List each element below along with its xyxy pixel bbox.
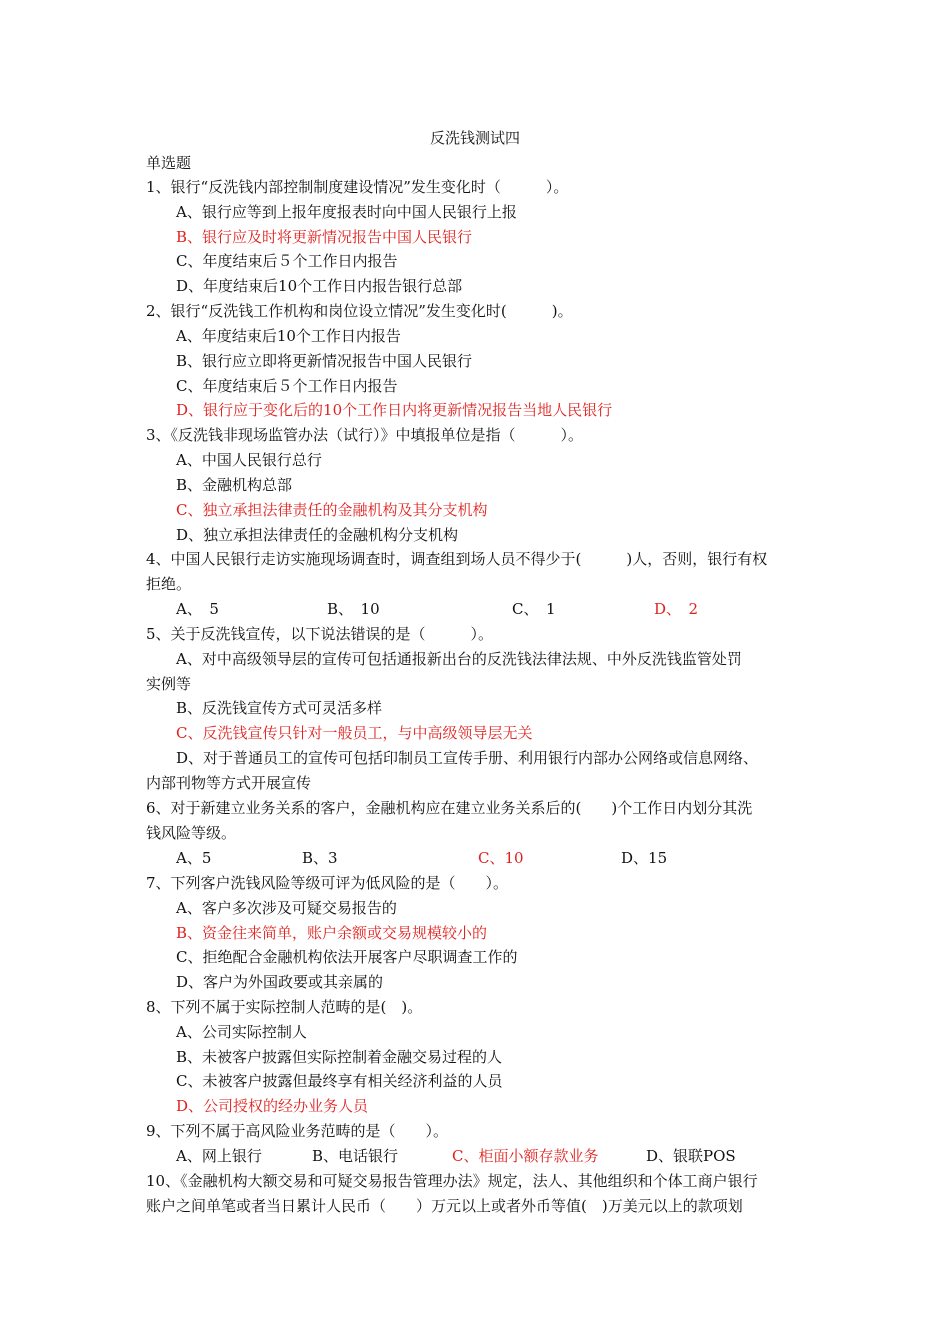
question-3: 3、《反洗钱非现场监管办法（试行）》中填报单位是指（ ）。 bbox=[146, 426, 584, 444]
question-1: 1、银行“反洗钱内部控制制度建设情况”发生变化时（ ）。 bbox=[146, 178, 569, 196]
q4-option-b: B、 10 bbox=[327, 600, 380, 618]
q7-option-a: A、客户多次涉及可疑交易报告的 bbox=[176, 899, 397, 917]
q3-option-c-answer: C、独立承担法律责任的金融机构及其分支机构 bbox=[176, 501, 488, 519]
q4-option-d-answer: D、 2 bbox=[654, 600, 699, 618]
question-6-cont: 钱风险等级。 bbox=[146, 824, 237, 842]
q5-option-b: B、反洗钱宣传方式可灵活多样 bbox=[176, 699, 383, 717]
q9-option-b: B、电话银行 bbox=[312, 1147, 399, 1165]
q2-option-d-answer: D、银行应于变化后的10个工作日内将更新情况报告当地人民银行 bbox=[176, 401, 613, 419]
q6-option-a: A、5 bbox=[176, 849, 212, 867]
q7-option-d: D、客户为外国政要或其亲属的 bbox=[176, 973, 384, 991]
q6-option-b: B、3 bbox=[302, 849, 338, 867]
document-title: 反洗钱测试四 bbox=[429, 129, 520, 147]
question-8: 8、下列不属于实际控制人范畴的是( )。 bbox=[146, 998, 423, 1016]
q9-option-d: D、银联POS bbox=[646, 1147, 736, 1165]
question-4: 4、中国人民银行走访实施现场调查时，调查组到场人员不得少于( )人，否则，银行有权 bbox=[146, 550, 768, 568]
q1-option-a: A、银行应等到上报年度报表时向中国人民银行上报 bbox=[176, 203, 517, 221]
question-5: 5、关于反洗钱宣传，以下说法错误的是（ ）。 bbox=[146, 625, 494, 643]
q3-option-b: B、金融机构总部 bbox=[176, 476, 293, 494]
q7-option-b-answer: B、资金往来简单，账户余额或交易规模较小的 bbox=[176, 924, 488, 942]
q1-option-b-answer: B、银行应及时将更新情况报告中国人民银行 bbox=[176, 228, 473, 246]
q6-option-d: D、15 bbox=[621, 849, 668, 867]
q7-option-c: C、拒绝配合金融机构依法开展客户尽职调查工作的 bbox=[176, 948, 518, 966]
q2-option-a: A、年度结束后10个工作日内报告 bbox=[176, 327, 401, 345]
q5-option-c-answer: C、反洗钱宣传只针对一般员工，与中高级领导层无关 bbox=[176, 724, 533, 742]
q8-option-b: B、未被客户披露但实际控制着金融交易过程的人 bbox=[176, 1048, 503, 1066]
q2-option-c: C、年度结束后５个工作日内报告 bbox=[176, 377, 398, 395]
question-2: 2、银行“反洗钱工作机构和岗位设立情况”发生变化时( )。 bbox=[146, 302, 573, 320]
q1-option-d: D、年度结束后10个工作日内报告银行总部 bbox=[176, 277, 463, 295]
q8-option-c: C、未被客户披露但最终享有相关经济利益的人员 bbox=[176, 1072, 503, 1090]
question-10-cont: 账户之间单笔或者当日累计人民币（ ）万元以上或者外币等值( )万美元以上的款项划 bbox=[146, 1197, 743, 1215]
q4-option-a: A、 5 bbox=[176, 600, 219, 618]
question-4-cont: 拒绝。 bbox=[146, 575, 192, 593]
q5-option-d: D、对于普通员工的宣传可包括印制员工宣传手册、利用银行内部办公网络或信息网络、 bbox=[176, 749, 759, 767]
question-7: 7、下列客户洗钱风险等级可评为低风险的是（ ）。 bbox=[146, 874, 509, 892]
q8-option-a: A、公司实际控制人 bbox=[176, 1023, 307, 1041]
q5-option-a-cont: 实例等 bbox=[146, 675, 192, 693]
q4-option-c: C、 1 bbox=[512, 600, 556, 618]
q3-option-d: D、独立承担法律责任的金融机构分支机构 bbox=[176, 526, 459, 544]
q3-option-a: A、中国人民银行总行 bbox=[176, 451, 322, 469]
section-heading: 单选题 bbox=[146, 154, 192, 172]
question-9: 9、下列不属于高风险业务范畴的是（ ）。 bbox=[146, 1122, 449, 1140]
q9-option-c-answer: C、柜面小额存款业务 bbox=[452, 1147, 599, 1165]
q8-option-d-answer: D、公司授权的经办业务人员 bbox=[176, 1097, 369, 1115]
q5-option-a: A、对中高级领导层的宣传可包括通报新出台的反洗钱法律法规、中外反洗钱监管处罚 bbox=[176, 650, 742, 668]
q6-option-c-answer: C、10 bbox=[478, 849, 524, 867]
q5-option-d-cont: 内部刊物等方式开展宣传 bbox=[146, 774, 312, 792]
question-10: 10、《金融机构大额交易和可疑交易报告管理办法》规定，法人、其他组织和个体工商户银行 bbox=[146, 1172, 758, 1190]
q2-option-b: B、银行应立即将更新情况报告中国人民银行 bbox=[176, 352, 473, 370]
question-6: 6、对于新建立业务关系的客户，金融机构应在建立业务关系后的( )个工作日内划分其洗 bbox=[146, 799, 753, 817]
q1-option-c: C、年度结束后５个工作日内报告 bbox=[176, 252, 398, 270]
q9-option-a: A、网上银行 bbox=[176, 1147, 262, 1165]
